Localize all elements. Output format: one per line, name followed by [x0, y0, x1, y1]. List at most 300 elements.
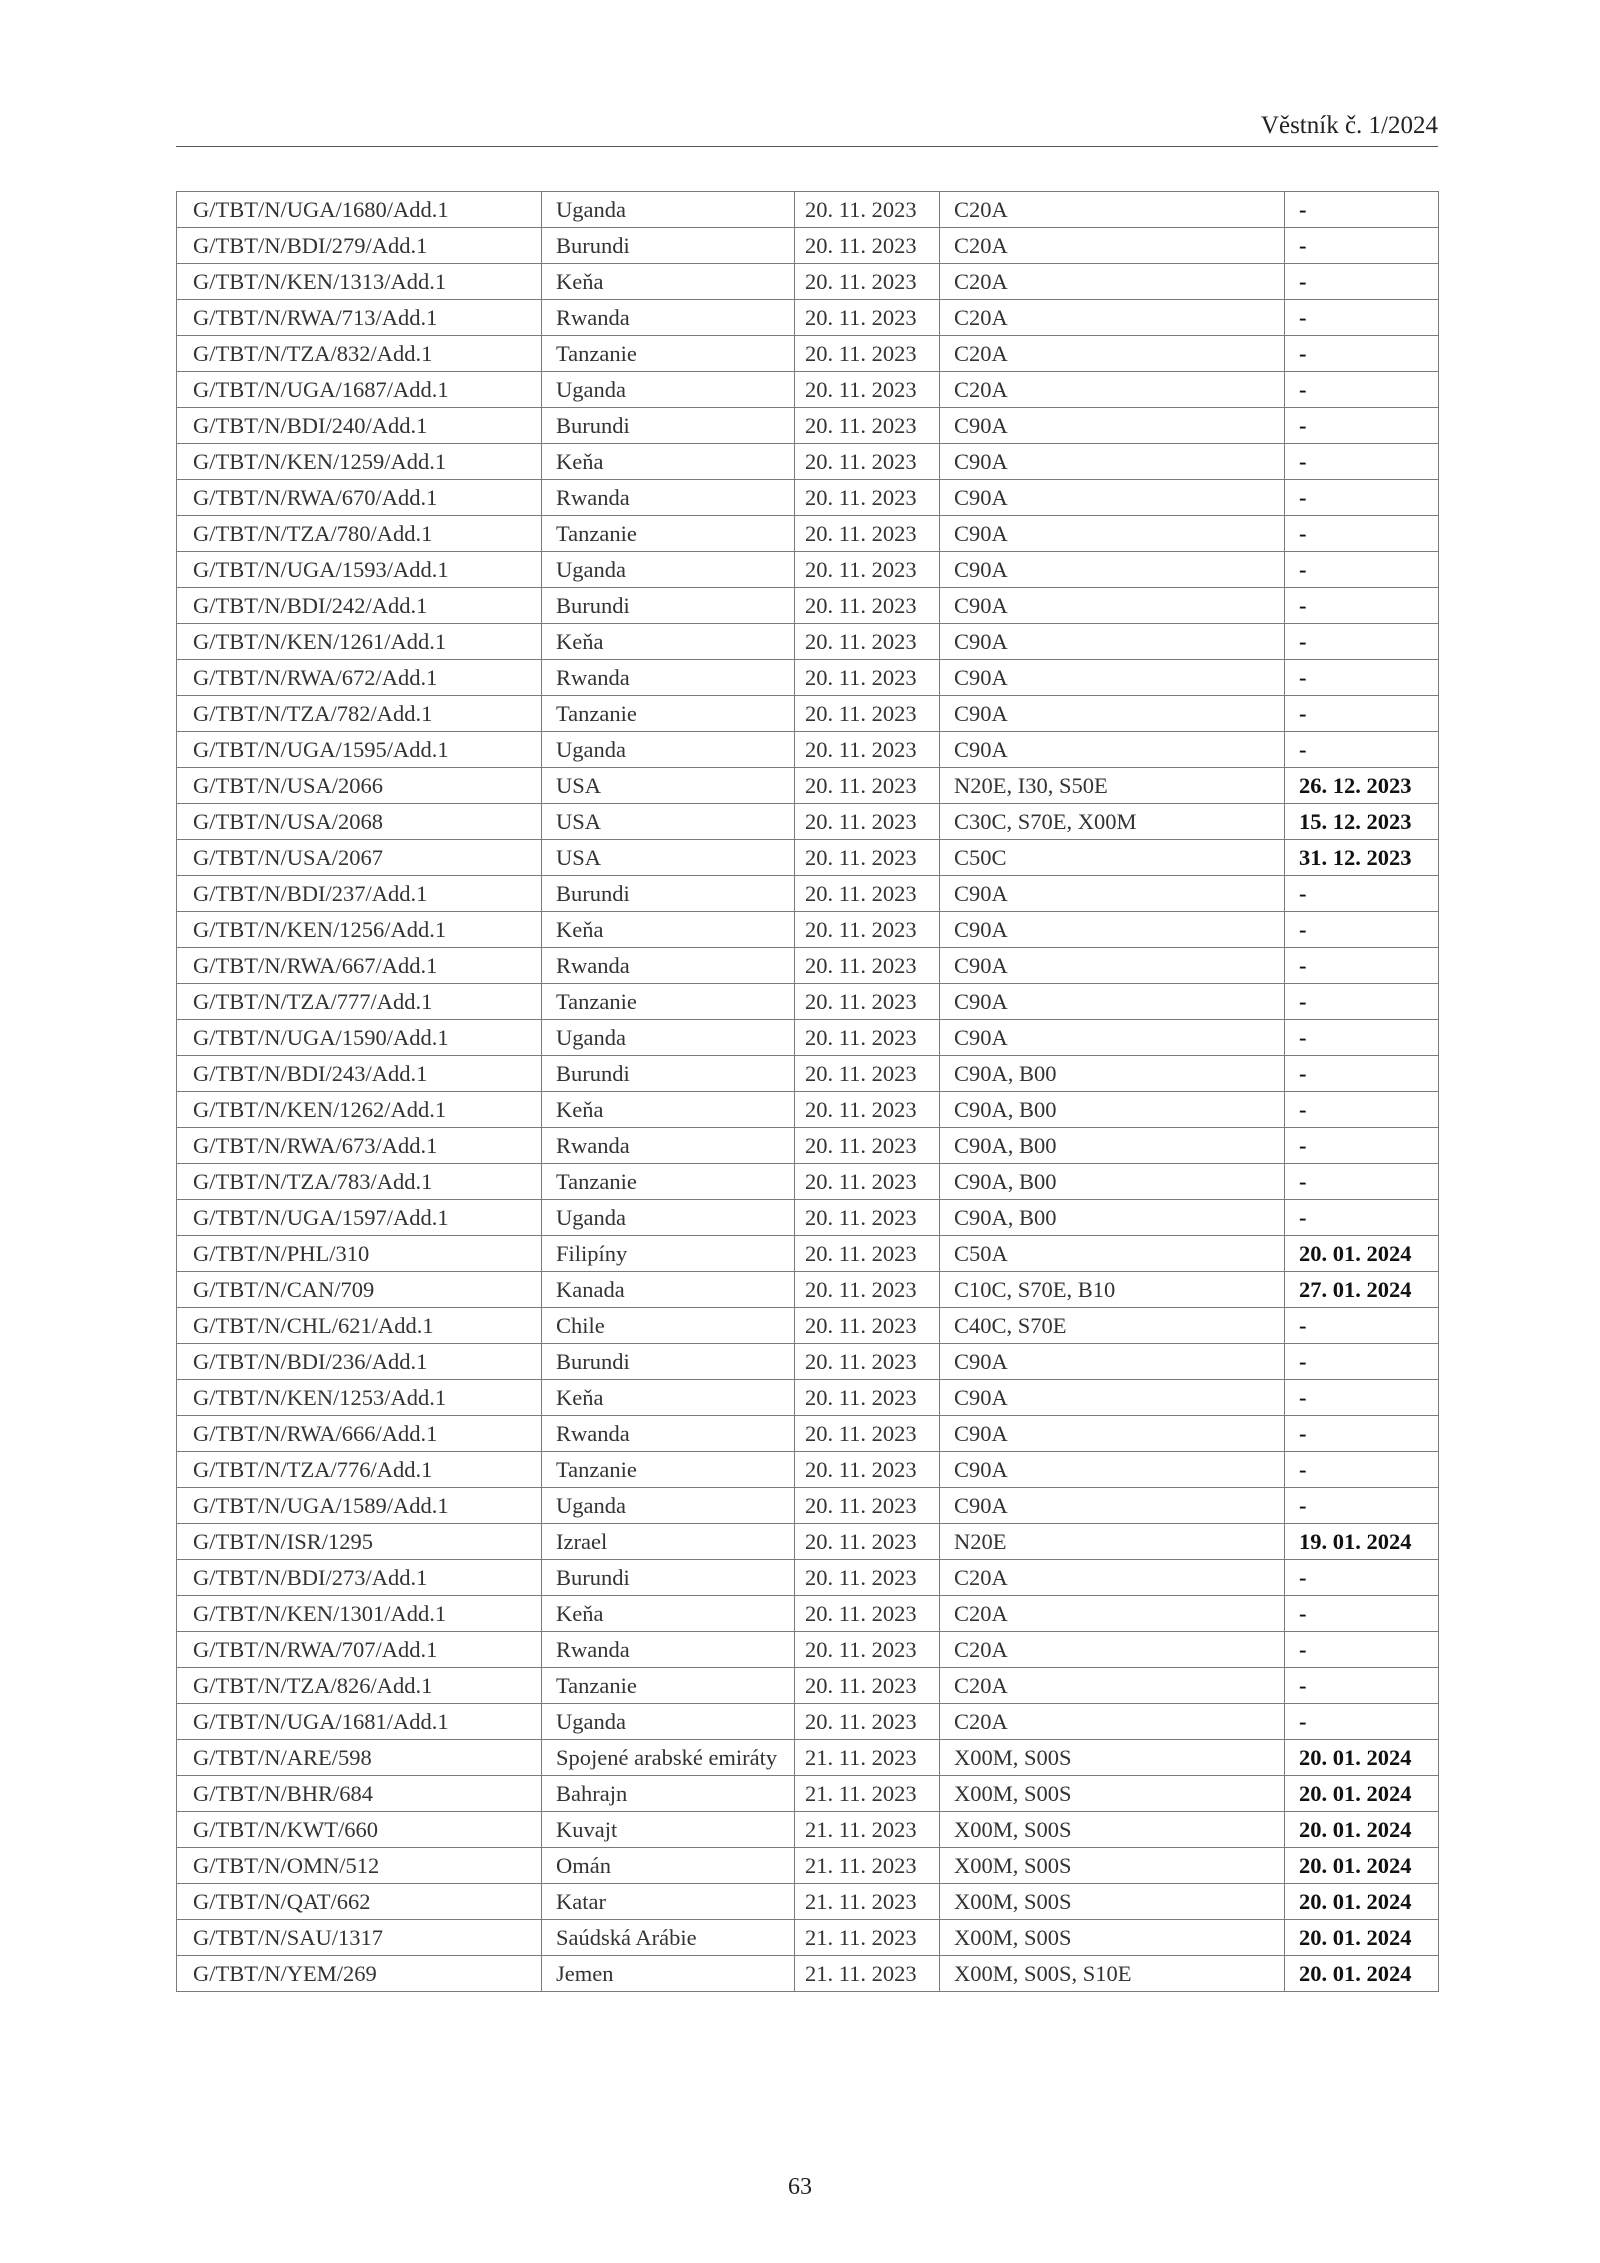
date-cell: 20. 11. 2023 — [795, 1020, 940, 1056]
ics-code-cell: C20A — [940, 1704, 1285, 1740]
date-cell: 20. 11. 2023 — [795, 1128, 940, 1164]
date-cell: 20. 11. 2023 — [795, 768, 940, 804]
table-row — [177, 660, 1439, 696]
date-cell: 21. 11. 2023 — [795, 1812, 940, 1848]
table-row — [177, 1956, 1439, 1992]
date-cell: 20. 11. 2023 — [795, 912, 940, 948]
country-cell: Bahrajn — [542, 1776, 795, 1812]
ics-code-cell: C90A — [940, 1380, 1285, 1416]
table-row — [177, 1920, 1439, 1956]
ics-code-cell: N20E — [940, 1524, 1285, 1560]
notification-code-cell: G/TBT/N/KEN/1253/Add.1 — [177, 1380, 542, 1416]
ics-code-cell: C90A, B00 — [940, 1164, 1285, 1200]
table-row — [177, 1596, 1439, 1632]
notification-code-cell: G/TBT/N/UGA/1681/Add.1 — [177, 1704, 542, 1740]
deadline-cell: - — [1285, 1704, 1439, 1740]
country-cell: Burundi — [542, 228, 795, 264]
ics-code-cell: C50A — [940, 1236, 1285, 1272]
notification-code-cell: G/TBT/N/SAU/1317 — [177, 1920, 542, 1956]
country-cell: Tanzanie — [542, 1668, 795, 1704]
table-row — [177, 1776, 1439, 1812]
notification-code-cell: G/TBT/N/UGA/1597/Add.1 — [177, 1200, 542, 1236]
ics-code-cell: C90A — [940, 480, 1285, 516]
deadline-cell: - — [1285, 408, 1439, 444]
country-cell: Izrael — [542, 1524, 795, 1560]
date-cell: 20. 11. 2023 — [795, 1380, 940, 1416]
notification-code-cell: G/TBT/N/TZA/776/Add.1 — [177, 1452, 542, 1488]
ics-code-cell: C10C, S70E, B10 — [940, 1272, 1285, 1308]
ics-code-cell: C90A — [940, 1488, 1285, 1524]
deadline-cell: - — [1285, 696, 1439, 732]
country-cell: Keňa — [542, 444, 795, 480]
table-row — [177, 300, 1439, 336]
country-cell: Keňa — [542, 624, 795, 660]
notification-code-cell: G/TBT/N/USA/2068 — [177, 804, 542, 840]
country-cell: USA — [542, 804, 795, 840]
country-cell: Rwanda — [542, 1416, 795, 1452]
ics-code-cell: C90A — [940, 912, 1285, 948]
date-cell: 20. 11. 2023 — [795, 660, 940, 696]
country-cell: Keňa — [542, 1092, 795, 1128]
country-cell: Tanzanie — [542, 1164, 795, 1200]
table-row — [177, 1236, 1439, 1272]
deadline-cell: - — [1285, 588, 1439, 624]
deadline-cell: - — [1285, 336, 1439, 372]
notifications-table — [176, 191, 1439, 1992]
country-cell: Burundi — [542, 1560, 795, 1596]
deadline-cell: - — [1285, 624, 1439, 660]
notification-code-cell: G/TBT/N/RWA/667/Add.1 — [177, 948, 542, 984]
date-cell: 20. 11. 2023 — [795, 1308, 940, 1344]
table-row — [177, 912, 1439, 948]
ics-code-cell: C90A — [940, 1416, 1285, 1452]
notification-code-cell: G/TBT/N/QAT/662 — [177, 1884, 542, 1920]
table-row — [177, 1164, 1439, 1200]
table-row — [177, 1272, 1439, 1308]
country-cell: Burundi — [542, 408, 795, 444]
notification-code-cell: G/TBT/N/TZA/782/Add.1 — [177, 696, 542, 732]
table-row — [177, 588, 1439, 624]
ics-code-cell: C90A — [940, 660, 1285, 696]
deadline-cell: - — [1285, 1668, 1439, 1704]
date-cell: 20. 11. 2023 — [795, 1632, 940, 1668]
ics-code-cell: C90A — [940, 732, 1285, 768]
notification-code-cell: G/TBT/N/CHL/621/Add.1 — [177, 1308, 542, 1344]
date-cell: 20. 11. 2023 — [795, 1092, 940, 1128]
date-cell: 20. 11. 2023 — [795, 624, 940, 660]
deadline-cell: - — [1285, 516, 1439, 552]
ics-code-cell: C20A — [940, 336, 1285, 372]
deadline-cell: 20. 01. 2024 — [1285, 1236, 1439, 1272]
deadline-cell: - — [1285, 1380, 1439, 1416]
country-cell: Katar — [542, 1884, 795, 1920]
country-cell: Burundi — [542, 876, 795, 912]
country-cell: Spojené arabské emiráty — [542, 1740, 795, 1776]
notification-code-cell: G/TBT/N/CAN/709 — [177, 1272, 542, 1308]
deadline-cell: 19. 01. 2024 — [1285, 1524, 1439, 1560]
deadline-cell: 20. 01. 2024 — [1285, 1812, 1439, 1848]
journal-title: Věstník č. 1/2024 — [1260, 112, 1438, 139]
ics-code-cell: C20A — [940, 1668, 1285, 1704]
table-row — [177, 1848, 1439, 1884]
ics-code-cell: C90A — [940, 1344, 1285, 1380]
ics-code-cell: C90A — [940, 696, 1285, 732]
notification-code-cell: G/TBT/N/UGA/1590/Add.1 — [177, 1020, 542, 1056]
ics-code-cell: N20E, I30, S50E — [940, 768, 1285, 804]
table-row — [177, 1380, 1439, 1416]
notification-code-cell: G/TBT/N/BDI/237/Add.1 — [177, 876, 542, 912]
ics-code-cell: C20A — [940, 228, 1285, 264]
notification-code-cell: G/TBT/N/BDI/273/Add.1 — [177, 1560, 542, 1596]
date-cell: 20. 11. 2023 — [795, 444, 940, 480]
ics-code-cell: X00M, S00S, S10E — [940, 1956, 1285, 1992]
deadline-cell: - — [1285, 1092, 1439, 1128]
date-cell: 20. 11. 2023 — [795, 552, 940, 588]
country-cell: Rwanda — [542, 300, 795, 336]
date-cell: 21. 11. 2023 — [795, 1884, 940, 1920]
table-row — [177, 1668, 1439, 1704]
country-cell: Uganda — [542, 1704, 795, 1740]
country-cell: Filipíny — [542, 1236, 795, 1272]
date-cell: 20. 11. 2023 — [795, 192, 940, 228]
table-row — [177, 696, 1439, 732]
table-row — [177, 840, 1439, 876]
deadline-cell: - — [1285, 948, 1439, 984]
table-row — [177, 192, 1439, 228]
table-row — [177, 732, 1439, 768]
notification-code-cell: G/TBT/N/KEN/1262/Add.1 — [177, 1092, 542, 1128]
notification-code-cell: G/TBT/N/RWA/672/Add.1 — [177, 660, 542, 696]
country-cell: Rwanda — [542, 948, 795, 984]
notification-code-cell: G/TBT/N/UGA/1595/Add.1 — [177, 732, 542, 768]
ics-code-cell: C90A — [940, 516, 1285, 552]
table-row — [177, 984, 1439, 1020]
deadline-cell: 26. 12. 2023 — [1285, 768, 1439, 804]
page-number: 63 — [788, 2174, 812, 2200]
ics-code-cell: C90A, B00 — [940, 1056, 1285, 1092]
table-row — [177, 408, 1439, 444]
notification-code-cell: G/TBT/N/KEN/1301/Add.1 — [177, 1596, 542, 1632]
date-cell: 20. 11. 2023 — [795, 948, 940, 984]
deadline-cell: - — [1285, 300, 1439, 336]
country-cell: Omán — [542, 1848, 795, 1884]
deadline-cell: - — [1285, 264, 1439, 300]
table-row — [177, 1308, 1439, 1344]
deadline-cell: - — [1285, 876, 1439, 912]
ics-code-cell: C90A — [940, 444, 1285, 480]
country-cell: Burundi — [542, 1344, 795, 1380]
ics-code-cell: C90A — [940, 1452, 1285, 1488]
country-cell: Uganda — [542, 1200, 795, 1236]
ics-code-cell: C20A — [940, 372, 1285, 408]
ics-code-cell: X00M, S00S — [940, 1740, 1285, 1776]
date-cell: 20. 11. 2023 — [795, 696, 940, 732]
date-cell: 20. 11. 2023 — [795, 1560, 940, 1596]
date-cell: 21. 11. 2023 — [795, 1848, 940, 1884]
ics-code-cell: C50C — [940, 840, 1285, 876]
country-cell: USA — [542, 840, 795, 876]
deadline-cell: - — [1285, 372, 1439, 408]
notification-code-cell: G/TBT/N/ARE/598 — [177, 1740, 542, 1776]
notification-code-cell: G/TBT/N/UGA/1687/Add.1 — [177, 372, 542, 408]
notification-code-cell: G/TBT/N/ISR/1295 — [177, 1524, 542, 1560]
ics-code-cell: C20A — [940, 1596, 1285, 1632]
table-row — [177, 444, 1439, 480]
deadline-cell: - — [1285, 1596, 1439, 1632]
table-row — [177, 1488, 1439, 1524]
deadline-cell: 20. 01. 2024 — [1285, 1956, 1439, 1992]
deadline-cell: 31. 12. 2023 — [1285, 840, 1439, 876]
notification-code-cell: G/TBT/N/USA/2066 — [177, 768, 542, 804]
notification-code-cell: G/TBT/N/BDI/242/Add.1 — [177, 588, 542, 624]
deadline-cell: - — [1285, 912, 1439, 948]
deadline-cell: - — [1285, 228, 1439, 264]
table-row — [177, 372, 1439, 408]
notification-code-cell: G/TBT/N/BDI/243/Add.1 — [177, 1056, 542, 1092]
ics-code-cell: C20A — [940, 1632, 1285, 1668]
notification-code-cell: G/TBT/N/RWA/707/Add.1 — [177, 1632, 542, 1668]
table-row — [177, 480, 1439, 516]
deadline-cell: - — [1285, 1452, 1439, 1488]
ics-code-cell: X00M, S00S — [940, 1812, 1285, 1848]
deadline-cell: - — [1285, 1020, 1439, 1056]
table-row — [177, 1560, 1439, 1596]
date-cell: 20. 11. 2023 — [795, 1668, 940, 1704]
ics-code-cell: C90A — [940, 408, 1285, 444]
country-cell: Uganda — [542, 1488, 795, 1524]
country-cell: Uganda — [542, 372, 795, 408]
date-cell: 20. 11. 2023 — [795, 228, 940, 264]
deadline-cell: - — [1285, 732, 1439, 768]
notification-code-cell: G/TBT/N/KEN/1259/Add.1 — [177, 444, 542, 480]
notification-code-cell: G/TBT/N/TZA/777/Add.1 — [177, 984, 542, 1020]
deadline-cell: - — [1285, 1416, 1439, 1452]
country-cell: Kuvajt — [542, 1812, 795, 1848]
ics-code-cell: C30C, S70E, X00M — [940, 804, 1285, 840]
notification-code-cell: G/TBT/N/RWA/713/Add.1 — [177, 300, 542, 336]
table-row — [177, 768, 1439, 804]
deadline-cell: - — [1285, 984, 1439, 1020]
table-row — [177, 1128, 1439, 1164]
deadline-cell: - — [1285, 1488, 1439, 1524]
country-cell: Keňa — [542, 1380, 795, 1416]
table-row — [177, 336, 1439, 372]
country-cell: Uganda — [542, 552, 795, 588]
ics-code-cell: C90A, B00 — [940, 1200, 1285, 1236]
date-cell: 20. 11. 2023 — [795, 516, 940, 552]
notification-code-cell: G/TBT/N/BDI/236/Add.1 — [177, 1344, 542, 1380]
table-row — [177, 264, 1439, 300]
table-row — [177, 1344, 1439, 1380]
table-row — [177, 876, 1439, 912]
date-cell: 20. 11. 2023 — [795, 1488, 940, 1524]
notification-code-cell: G/TBT/N/UGA/1589/Add.1 — [177, 1488, 542, 1524]
table-row — [177, 228, 1439, 264]
deadline-cell: 27. 01. 2024 — [1285, 1272, 1439, 1308]
notification-code-cell: G/TBT/N/KWT/660 — [177, 1812, 542, 1848]
ics-code-cell: X00M, S00S — [940, 1920, 1285, 1956]
page-header — [176, 110, 1438, 147]
date-cell: 20. 11. 2023 — [795, 1596, 940, 1632]
deadline-cell: - — [1285, 1200, 1439, 1236]
ics-code-cell: X00M, S00S — [940, 1776, 1285, 1812]
table-row — [177, 1884, 1439, 1920]
date-cell: 21. 11. 2023 — [795, 1740, 940, 1776]
deadline-cell: 20. 01. 2024 — [1285, 1776, 1439, 1812]
country-cell: Uganda — [542, 732, 795, 768]
table-row — [177, 1452, 1439, 1488]
ics-code-cell: C90A, B00 — [940, 1092, 1285, 1128]
deadline-cell: - — [1285, 480, 1439, 516]
date-cell: 20. 11. 2023 — [795, 984, 940, 1020]
date-cell: 20. 11. 2023 — [795, 1524, 940, 1560]
date-cell: 20. 11. 2023 — [795, 480, 940, 516]
notification-code-cell: G/TBT/N/BHR/684 — [177, 1776, 542, 1812]
deadline-cell: - — [1285, 1344, 1439, 1380]
table-row — [177, 1632, 1439, 1668]
notification-code-cell: G/TBT/N/TZA/780/Add.1 — [177, 516, 542, 552]
notification-code-cell: G/TBT/N/YEM/269 — [177, 1956, 542, 1992]
date-cell: 20. 11. 2023 — [795, 1236, 940, 1272]
ics-code-cell: C90A — [940, 876, 1285, 912]
notification-code-cell: G/TBT/N/TZA/783/Add.1 — [177, 1164, 542, 1200]
notification-code-cell: G/TBT/N/PHL/310 — [177, 1236, 542, 1272]
notification-code-cell: G/TBT/N/TZA/826/Add.1 — [177, 1668, 542, 1704]
ics-code-cell: C20A — [940, 1560, 1285, 1596]
table-row — [177, 1020, 1439, 1056]
ics-code-cell: X00M, S00S — [940, 1848, 1285, 1884]
deadline-cell: - — [1285, 1128, 1439, 1164]
notification-code-cell: G/TBT/N/BDI/240/Add.1 — [177, 408, 542, 444]
notification-code-cell: G/TBT/N/OMN/512 — [177, 1848, 542, 1884]
deadline-cell: - — [1285, 192, 1439, 228]
country-cell: Burundi — [542, 1056, 795, 1092]
table-row — [177, 1092, 1439, 1128]
table-row — [177, 1416, 1439, 1452]
ics-code-cell: C90A — [940, 624, 1285, 660]
ics-code-cell: C90A — [940, 588, 1285, 624]
table-row — [177, 516, 1439, 552]
date-cell: 21. 11. 2023 — [795, 1956, 940, 1992]
notification-code-cell: G/TBT/N/KEN/1256/Add.1 — [177, 912, 542, 948]
date-cell: 20. 11. 2023 — [795, 336, 940, 372]
date-cell: 20. 11. 2023 — [795, 1704, 940, 1740]
notification-code-cell: G/TBT/N/UGA/1680/Add.1 — [177, 192, 542, 228]
date-cell: 20. 11. 2023 — [795, 732, 940, 768]
date-cell: 20. 11. 2023 — [795, 408, 940, 444]
notification-code-cell: G/TBT/N/RWA/670/Add.1 — [177, 480, 542, 516]
deadline-cell: - — [1285, 1560, 1439, 1596]
deadline-cell: - — [1285, 1056, 1439, 1092]
country-cell: USA — [542, 768, 795, 804]
date-cell: 20. 11. 2023 — [795, 372, 940, 408]
date-cell: 20. 11. 2023 — [795, 300, 940, 336]
country-cell: Rwanda — [542, 480, 795, 516]
deadline-cell: 15. 12. 2023 — [1285, 804, 1439, 840]
table-row — [177, 1056, 1439, 1092]
notification-code-cell: G/TBT/N/UGA/1593/Add.1 — [177, 552, 542, 588]
notification-code-cell: G/TBT/N/KEN/1313/Add.1 — [177, 264, 542, 300]
country-cell: Keňa — [542, 912, 795, 948]
country-cell: Keňa — [542, 1596, 795, 1632]
table-row — [177, 948, 1439, 984]
country-cell: Chile — [542, 1308, 795, 1344]
country-cell: Rwanda — [542, 1632, 795, 1668]
deadline-cell: - — [1285, 1164, 1439, 1200]
country-cell: Uganda — [542, 1020, 795, 1056]
table-row — [177, 1740, 1439, 1776]
date-cell: 20. 11. 2023 — [795, 1164, 940, 1200]
date-cell: 20. 11. 2023 — [795, 1344, 940, 1380]
country-cell: Jemen — [542, 1956, 795, 1992]
ics-code-cell: C40C, S70E — [940, 1308, 1285, 1344]
country-cell: Tanzanie — [542, 336, 795, 372]
date-cell: 21. 11. 2023 — [795, 1776, 940, 1812]
deadline-cell: 20. 01. 2024 — [1285, 1920, 1439, 1956]
notification-code-cell: G/TBT/N/RWA/666/Add.1 — [177, 1416, 542, 1452]
country-cell: Kanada — [542, 1272, 795, 1308]
ics-code-cell: C90A, B00 — [940, 1128, 1285, 1164]
notification-code-cell: G/TBT/N/KEN/1261/Add.1 — [177, 624, 542, 660]
deadline-cell: - — [1285, 444, 1439, 480]
date-cell: 20. 11. 2023 — [795, 264, 940, 300]
deadline-cell: 20. 01. 2024 — [1285, 1884, 1439, 1920]
table-row — [177, 1812, 1439, 1848]
notification-code-cell: G/TBT/N/TZA/832/Add.1 — [177, 336, 542, 372]
country-cell: Keňa — [542, 264, 795, 300]
table-row — [177, 624, 1439, 660]
table-row — [177, 1524, 1439, 1560]
deadline-cell: 20. 01. 2024 — [1285, 1848, 1439, 1884]
country-cell: Tanzanie — [542, 516, 795, 552]
table-row — [177, 804, 1439, 840]
date-cell: 20. 11. 2023 — [795, 1416, 940, 1452]
deadline-cell: - — [1285, 660, 1439, 696]
table-row — [177, 1704, 1439, 1740]
date-cell: 20. 11. 2023 — [795, 804, 940, 840]
deadline-cell: - — [1285, 1632, 1439, 1668]
ics-code-cell: C20A — [940, 264, 1285, 300]
table-body — [177, 192, 1439, 1992]
country-cell: Uganda — [542, 192, 795, 228]
ics-code-cell: C20A — [940, 300, 1285, 336]
country-cell: Burundi — [542, 588, 795, 624]
ics-code-cell: C90A — [940, 1020, 1285, 1056]
date-cell: 20. 11. 2023 — [795, 1200, 940, 1236]
country-cell: Tanzanie — [542, 696, 795, 732]
date-cell: 21. 11. 2023 — [795, 1920, 940, 1956]
table-row — [177, 552, 1439, 588]
ics-code-cell: X00M, S00S — [940, 1884, 1285, 1920]
ics-code-cell: C90A — [940, 552, 1285, 588]
date-cell: 20. 11. 2023 — [795, 840, 940, 876]
date-cell: 20. 11. 2023 — [795, 588, 940, 624]
date-cell: 20. 11. 2023 — [795, 1452, 940, 1488]
table-row — [177, 1200, 1439, 1236]
ics-code-cell: C90A — [940, 948, 1285, 984]
country-cell: Tanzanie — [542, 984, 795, 1020]
date-cell: 20. 11. 2023 — [795, 1272, 940, 1308]
deadline-cell: 20. 01. 2024 — [1285, 1740, 1439, 1776]
ics-code-cell: C20A — [940, 192, 1285, 228]
notification-code-cell: G/TBT/N/RWA/673/Add.1 — [177, 1128, 542, 1164]
country-cell: Rwanda — [542, 660, 795, 696]
country-cell: Tanzanie — [542, 1452, 795, 1488]
country-cell: Saúdská Arábie — [542, 1920, 795, 1956]
notification-code-cell: G/TBT/N/BDI/279/Add.1 — [177, 228, 542, 264]
notification-code-cell: G/TBT/N/USA/2067 — [177, 840, 542, 876]
ics-code-cell: C90A — [940, 984, 1285, 1020]
